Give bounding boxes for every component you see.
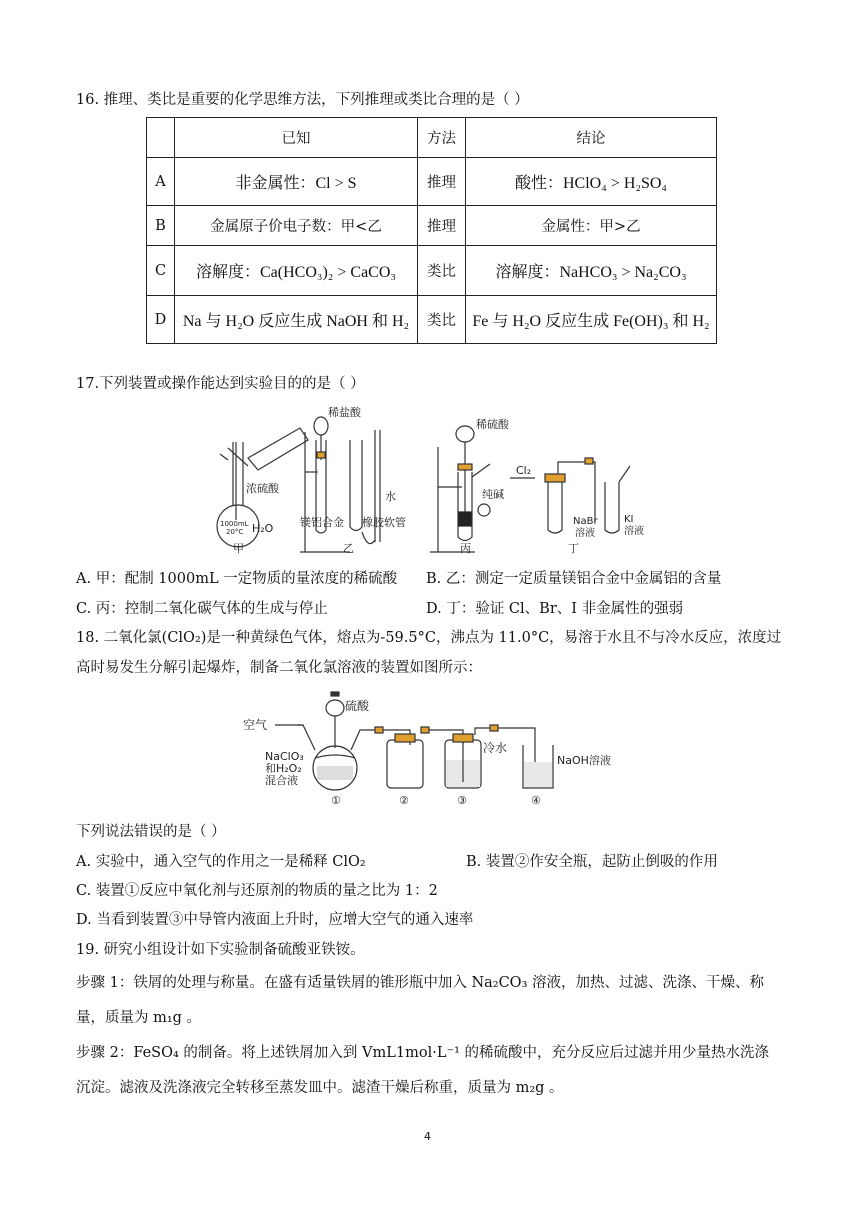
- known-cell: 非金属性：Cl > S: [175, 158, 418, 206]
- fig-label-ki-solution: 溶液: [624, 526, 644, 537]
- q17-apparatus-figure: [200, 402, 660, 560]
- fig-label-soda: 纯碱: [482, 488, 504, 501]
- method-cell: 推理: [418, 158, 466, 206]
- q18-option-b: B. 装置②作安全瓶，起防止倒吸的作用: [466, 854, 718, 870]
- header-cell: 结论: [466, 118, 717, 158]
- fig-label-water2: 水: [385, 490, 396, 503]
- fig-label-dil-hcl: 稀盐酸: [328, 406, 361, 419]
- fig-label-mix2: 和H₂O₂: [265, 762, 302, 775]
- fig-label-yi: 乙: [343, 542, 354, 555]
- fig-label-alloy: 镁铝合金: [300, 516, 344, 529]
- method-cell: 类比: [418, 246, 466, 296]
- q18-apparatus-figure: [235, 690, 615, 808]
- row-label: C: [147, 246, 175, 296]
- conclusion-cell: Fe 与 H₂O 反应生成 Fe(OH)₃ 和 H₂: [466, 296, 717, 344]
- conclusion-cell: 金属性：甲>乙: [466, 206, 717, 246]
- fig-label-dil-h2so4: 稀硫酸: [476, 418, 509, 431]
- q18-option-d: D. 当看到装置③中导管内液面上升时，应增大空气的通入速率: [76, 912, 474, 928]
- q19-step2-line1: 步骤 2：FeSO₄ 的制备。将上述铁屑加入到 VmL1mol·L⁻¹ 的稀硫酸中，充分反应后过滤并用少量热水洗涤: [76, 1045, 770, 1061]
- q16-stem: 16. 推理、类比是重要的化学思维方法，下列推理或类比合理的是（ ）: [76, 92, 529, 108]
- table-row: [147, 296, 717, 344]
- q19-step2-line2: 沉淀。滤液及洗涤液完全转移至蒸发皿中。滤渣干燥后称重，质量为 m₂g 。: [76, 1080, 564, 1096]
- table-row: [147, 158, 717, 206]
- table-header-row: [147, 118, 717, 158]
- fig-label-temp: 20°C: [226, 528, 244, 536]
- conclusion-cell: 溶解度：NaHCO₃ > Na₂CO₃: [466, 246, 717, 296]
- q19-stem: 19. 研究小组设计如下实验制备硫酸亚铁铵。: [76, 942, 365, 958]
- fig-label-air: 空气: [243, 718, 268, 732]
- table-row: [147, 246, 717, 296]
- page-number: 4: [424, 1130, 431, 1143]
- q17-option-b: B. 乙：测定一定质量镁铝合金中金属铝的含量: [426, 571, 722, 587]
- q17-option-c: C. 丙：控制二氧化碳气体的生成与停止: [76, 601, 328, 617]
- header-cell: [147, 118, 175, 158]
- fig-label-n2: ②: [399, 794, 409, 807]
- known-cell: 溶解度：Ca(HCO₃)₂ > CaCO₃: [175, 246, 418, 296]
- table-row: [147, 206, 717, 246]
- q18-stem-line1: 18. 二氧化氯(ClO₂)是一种黄绿色气体，熔点为-59.5°C，沸点为 11.0°C，易溶于水且不与冷水反应，浓度过: [76, 630, 782, 646]
- fig-label-cl2: Cl₂: [516, 464, 532, 477]
- fig-label-flask-spec: 1000mL: [220, 520, 249, 528]
- row-label: A: [147, 158, 175, 206]
- known-cell: Na 与 H₂O 反应生成 NaOH 和 H₂: [175, 296, 418, 344]
- known-cell: 金属原子价电子数：甲<乙: [175, 206, 418, 246]
- fig-label-nabr-solution: 溶液: [575, 528, 595, 539]
- conclusion-cell: 酸性：HClO₄ > H₂SO₄: [466, 158, 717, 206]
- fig-label-n1: ①: [331, 794, 341, 807]
- fig-label-mix1: NaClO₃: [265, 750, 304, 763]
- q18-option-a: A. 实验中，通入空气的作用之一是稀释 ClO₂: [76, 854, 366, 870]
- fig-label-n4: ④: [531, 794, 541, 807]
- row-label: B: [147, 206, 175, 246]
- fig-label-bing: 丙: [460, 542, 471, 555]
- method-cell: 类比: [418, 296, 466, 344]
- fig-label-mix3: 混合液: [265, 774, 298, 787]
- q18-option-c: C. 装置①反应中氧化剂与还原剂的物质的量之比为 1：2: [76, 883, 438, 899]
- fig-label-n3: ③: [457, 794, 467, 807]
- q17-option-d: D. 丁：验证 Cl、Br、I 非金属性的强弱: [426, 601, 684, 617]
- header-cell: 方法: [418, 118, 466, 158]
- q19-step1-line1: 步骤 1：铁屑的处理与称量。在盛有适量铁屑的锥形瓶中加入 Na₂CO₃ 溶液，加热、过滤、洗涤、干燥、称: [76, 975, 764, 991]
- q18-stem-line2: 高时易发生分解引起爆炸，制备二氧化氯溶液的装置如图所示：: [76, 660, 482, 676]
- fig-label-ki: KI: [624, 514, 634, 525]
- fig-label-jia: 甲: [233, 542, 244, 555]
- fig-label-water: H₂O: [252, 522, 274, 535]
- q18-prompt: 下列说法错误的是（ ）: [76, 824, 226, 840]
- fig-label-rubber-tube: 橡胶软管: [362, 516, 406, 529]
- header-cell: 已知: [175, 118, 418, 158]
- fig-label-ding: 丁: [568, 542, 579, 555]
- q17-option-a: A. 甲：配制 1000mL 一定物质的量浓度的稀硫酸: [76, 571, 398, 587]
- q17-stem: 17.下列装置或操作能达到实验目的的是（ ）: [76, 376, 365, 392]
- fig-label-sulfuric: 硫酸: [345, 699, 370, 713]
- q16-table: [146, 117, 717, 344]
- method-cell: 推理: [418, 206, 466, 246]
- fig-label-nabr: NaBr: [573, 516, 598, 527]
- fig-label-cold-water: 冷水: [483, 741, 508, 755]
- fig-label-naoh: NaOH溶液: [557, 754, 611, 767]
- row-label: D: [147, 296, 175, 344]
- fig-label-conc-h2so4: 浓硫酸: [246, 482, 279, 495]
- q19-step1-line2: 量，质量为 m₁g 。: [76, 1010, 202, 1026]
